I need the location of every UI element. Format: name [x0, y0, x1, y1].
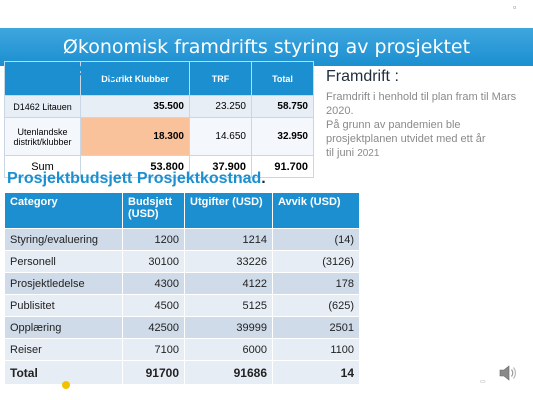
financing-row	[5, 96, 314, 118]
framdrift-box	[326, 68, 531, 161]
financing-sum-cell: 91.700	[251, 156, 313, 178]
budget-value: 42500	[123, 317, 185, 339]
budget-category: Personell	[5, 251, 123, 273]
budget-total-avvik: 14	[273, 361, 360, 385]
financing-sum-label: Sum	[5, 156, 81, 178]
financing-cell-highlight: 18.300	[81, 118, 190, 156]
budget-value: 4300	[123, 273, 185, 295]
table-row	[5, 273, 360, 295]
financing-col-trf: TRF	[190, 62, 252, 96]
financing-cell: 14.650	[190, 118, 252, 156]
budget-total-row	[5, 361, 360, 385]
speaker-icon[interactable]	[497, 362, 519, 384]
financing-col-total: Total	[251, 62, 313, 96]
financing-heading: Finansiering	[6, 60, 119, 81]
budget-category: Prosjektledelse	[5, 273, 123, 295]
table-row	[5, 251, 360, 273]
budget-col-budsjett: Budsjett (USD)	[123, 193, 185, 229]
financing-cell: 32.950	[251, 118, 313, 156]
budget-category: Styring/evaluering	[5, 229, 123, 251]
slide-title: Økonomisk framdrifts styring av prosjektet	[62, 36, 471, 58]
framdrift-text	[326, 90, 531, 161]
budget-header-row	[5, 193, 360, 229]
financing-sum-cell: 53.800	[81, 156, 190, 178]
budget-expense: 5125	[185, 295, 273, 317]
budget-expense: 6000	[185, 339, 273, 361]
budget-col-utgifter: Utgifter (USD)	[185, 193, 273, 229]
budget-expense: 1214	[185, 229, 273, 251]
table-row	[5, 229, 360, 251]
table-row	[5, 317, 360, 339]
budget-value: 1200	[123, 229, 185, 251]
financing-cell: 58.750	[251, 96, 313, 118]
budget-deviation: 1100	[273, 339, 360, 361]
budget-heading-dot: .	[261, 170, 266, 187]
budget-category: Publisitet	[5, 295, 123, 317]
budget-value: 4500	[123, 295, 185, 317]
budget-expense: 39999	[185, 317, 273, 339]
table-row	[5, 339, 360, 361]
budget-category: Reiser	[5, 339, 123, 361]
budget-table	[4, 192, 360, 385]
budget-heading-right: Prosjektkostnad	[136, 170, 262, 187]
budget-total-label: Total	[5, 361, 123, 385]
budget-col-category: Category	[5, 193, 123, 229]
budget-value: 7100	[123, 339, 185, 361]
budget-total-utgifter: 91686	[185, 361, 273, 385]
financing-cell: 35.500	[81, 96, 190, 118]
framdrift-title: Framdrift :	[326, 68, 399, 85]
budget-category: Opplæring	[5, 317, 123, 339]
budget-col-avvik: Avvik (USD)	[273, 193, 360, 229]
budget-expense: 4122	[185, 273, 273, 295]
financing-row-label: Utenlandske distrikt/klubber	[5, 118, 81, 156]
budget-total-budsjett: 91700	[123, 361, 185, 385]
budget-deviation: 2501	[273, 317, 360, 339]
framdrift-text-3-year: 2021	[357, 148, 380, 159]
financing-col-distrikt: Distrikt Klubber	[81, 62, 190, 96]
budget-heading	[7, 170, 266, 188]
financing-sum-cell: 37.900	[190, 156, 252, 178]
framdrift-text-2: På grunn av pandemien ble prosjektplanen utvidet med ett år	[326, 119, 486, 145]
framdrift-text-1: Framdrift i henhold til plan fram til Mars 2020.	[326, 91, 517, 117]
table-row	[5, 295, 360, 317]
budget-value: 30100	[123, 251, 185, 273]
budget-deviation: (14)	[273, 229, 360, 251]
framdrift-text-3	[326, 146, 531, 161]
budget-deviation: (3126)	[273, 251, 360, 273]
budget-deviation: (625)	[273, 295, 360, 317]
logo-mark	[62, 381, 70, 389]
framdrift-text-3-main: til juni	[326, 147, 355, 159]
financing-row	[5, 118, 314, 156]
financing-row-label: D1462 Litauen	[5, 96, 81, 118]
footer-watermark: ▭	[480, 379, 486, 385]
budget-deviation: 178	[273, 273, 360, 295]
financing-cell: 23.250	[190, 96, 252, 118]
budget-expense: 33226	[185, 251, 273, 273]
slide-corner-marker: ▫	[513, 2, 517, 12]
budget-heading-left: Prosjektbudsjett	[7, 170, 133, 187]
